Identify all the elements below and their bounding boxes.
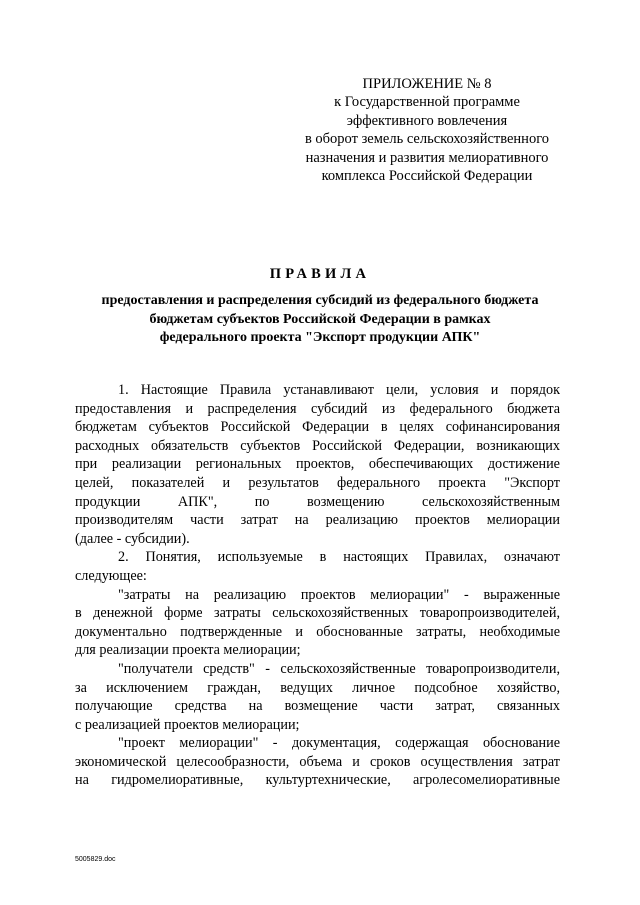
- paragraph-line: следующее:: [75, 567, 147, 584]
- paragraph-line: документально подтвержденные и обоснованные затраты, необходимые: [75, 623, 560, 640]
- paragraph-line: производителям части затрат на реализацию проектов мелиорации: [75, 512, 560, 529]
- paragraph-line: получающие средства на возмещение части затрат, связанных: [75, 698, 560, 715]
- paragraph-line: в денежной форме затраты сельскохозяйственных товаропроизводителей,: [75, 605, 560, 622]
- document-title-block: [0, 264, 640, 348]
- paragraph-line: 2. Понятия, используемые в настоящих Правилах, означают: [118, 549, 560, 566]
- paragraph-line: продукции АПК", по возмещению сельскохозяйственным: [75, 493, 560, 510]
- appendix-line: комплекса Российской Федерации: [321, 168, 533, 185]
- document-subtitle: [0, 292, 640, 348]
- paragraph-line: расходных обязательств субъектов Российской Федерации, возникающих: [75, 437, 560, 454]
- document-title: ПРАВИЛА: [269, 266, 371, 282]
- paragraph-line: предоставления и распределения субсидий из федерального бюджета: [75, 400, 560, 417]
- appendix-number: ПРИЛОЖЕНИЕ № 8: [362, 76, 492, 92]
- subtitle-line: предоставления и распределения субсидий из федерального бюджета: [101, 293, 539, 308]
- paragraph-line: на гидромелиоративные, культуртехнические, агролесомелиоративные: [75, 772, 560, 789]
- paragraph-line: "проект мелиорации" - документация, содержащая обоснование: [118, 735, 560, 752]
- paragraph-line: 1. Настоящие Правила устанавливают цели, условия и порядок: [118, 382, 560, 398]
- appendix-line: назначения и развития мелиоративного: [305, 149, 549, 166]
- paragraph-line: бюджетам субъектов Российской Федерации в целях софинансирования: [75, 419, 560, 436]
- document-body: [75, 381, 560, 790]
- appendix-line: к Государственной программе: [334, 94, 520, 111]
- paragraph-line: экономической целесообразности, объема и сроков осуществления затрат: [75, 753, 560, 770]
- paragraph-line: с реализацией проектов мелиорации;: [75, 716, 300, 733]
- appendix-line: в оборот земель сельскохозяйственного: [304, 131, 550, 148]
- paragraph-line: за исключением граждан, ведущих личное подсобное хозяйство,: [75, 679, 560, 696]
- paragraph-line: (далее - субсидии).: [75, 530, 190, 547]
- paragraph-line: "затраты на реализацию проектов мелиорации" - выраженные: [118, 586, 560, 603]
- subtitle-line: бюджетам субъектов Российской Федерации в рамках: [149, 311, 491, 327]
- paragraph-line: для реализации проекта мелиорации;: [75, 642, 301, 659]
- paragraph-line: целей, показателей и результатов федерального проекта "Экспорт: [75, 474, 560, 491]
- appendix-line: эффективного вовлечения: [346, 112, 508, 129]
- appendix-header: [282, 75, 572, 185]
- subtitle-line: федерального проекта "Экспорт продукции АПК": [159, 330, 481, 345]
- paragraph-line: при реализации региональных проектов, обеспечивающих достижение: [75, 456, 560, 473]
- file-name-footer: 5005829.doc: [75, 856, 116, 863]
- paragraph-line: "получатели средств" - сельскохозяйственные товаропроизводители,: [118, 660, 560, 677]
